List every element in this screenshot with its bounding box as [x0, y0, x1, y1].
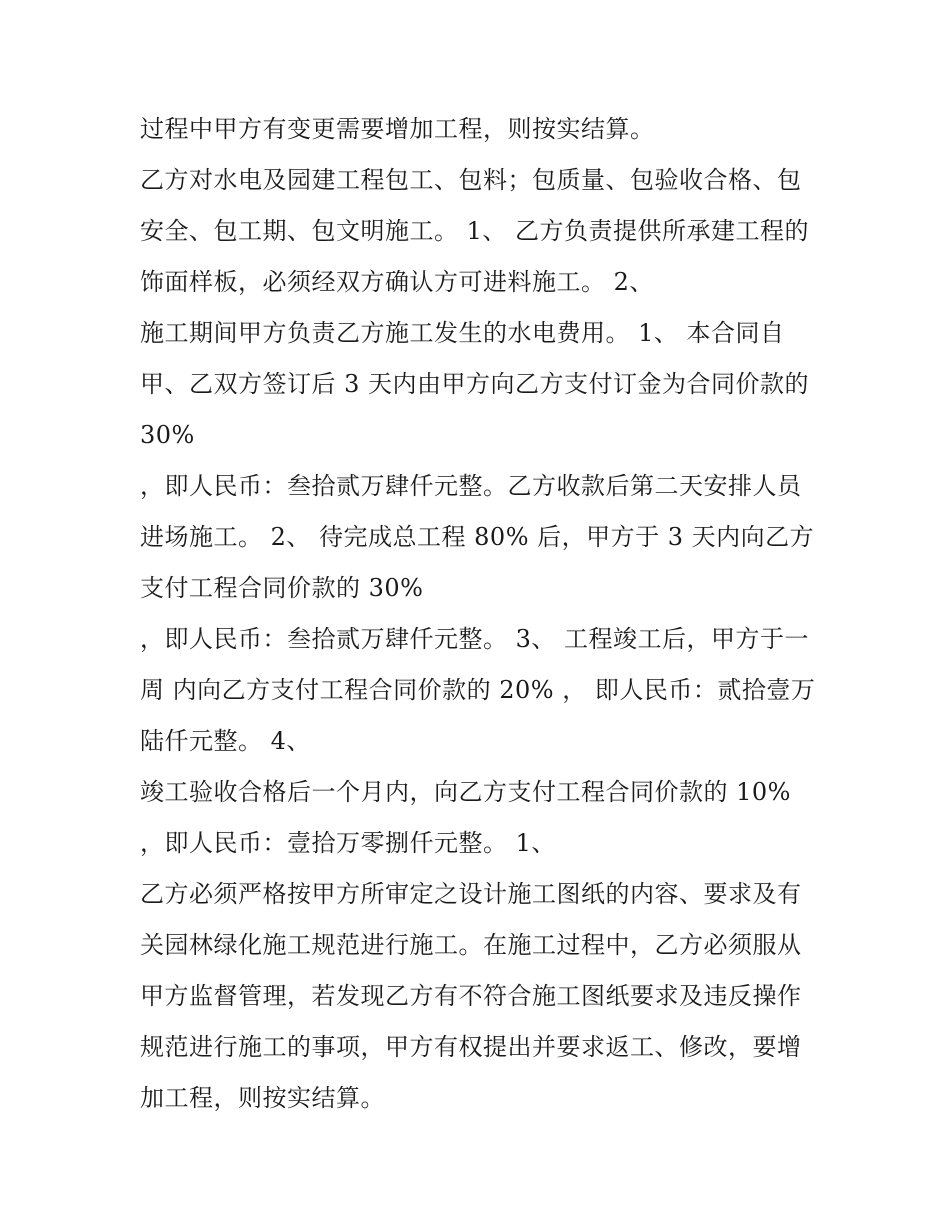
text-line: 饰面样板，必须经双方确认方可进料施工。 2、 [140, 268, 654, 296]
text-line: ，即人民币：壹拾万零捌仟元整。 1、 [140, 829, 556, 857]
text-line: 关园林绿化施工规范进行施工。在施工过程中，乙方必须服从 [140, 931, 802, 959]
text-line: 加工程，则按实结算。 [140, 1084, 385, 1112]
text-line: 竣工验收合格后一个月内，向乙方支付工程合同价款的 10% [140, 778, 791, 806]
text-line: 过程中甲方有变更需要增加工程，则按实结算。 [140, 115, 655, 143]
text-line: 甲、乙双方签订后 3 天内由甲方向乙方支付订金为合同价款的 [140, 370, 810, 398]
text-line: 周 内向乙方支付工程合同价款的 20% ， 即人民币：贰拾壹万 [140, 676, 816, 704]
text-line: 安全、包工期、包文明施工。 1、 乙方负责提供所承建工程的 [140, 217, 810, 245]
text-line: 规范进行施工的事项，甲方有权提出并要求返工、修改，要增 [140, 1033, 802, 1061]
text-line: 陆仟元整。 4、 [140, 727, 311, 755]
text-line: 进场施工。 2、 待完成总工程 80% 后，甲方于 3 天内向乙方 [140, 523, 815, 551]
text-line: 甲方监督管理，若发现乙方有不符合施工图纸要求及违反操作 [140, 982, 802, 1010]
text-line: ，即人民币：叁拾贰万肆仟元整。 3、 工程竣工后，甲方于一 [140, 625, 810, 653]
text-line: 乙方必须严格按甲方所审定之设计施工图纸的内容、要求及有 [140, 880, 802, 908]
text-line: 支付工程合同价款的 30% [140, 574, 424, 602]
text-line: 乙方对水电及园建工程包工、包料；包质量、包验收合格、包 [140, 166, 802, 194]
text-line: ，即人民币：叁拾贰万肆仟元整。乙方收款后第二天安排人员 [140, 472, 802, 500]
text-line: 30% [140, 421, 195, 449]
text-line: 施工期间甲方负责乙方施工发生的水电费用。 1、 本合同自 [140, 319, 785, 347]
contract-body-text [140, 104, 840, 1124]
